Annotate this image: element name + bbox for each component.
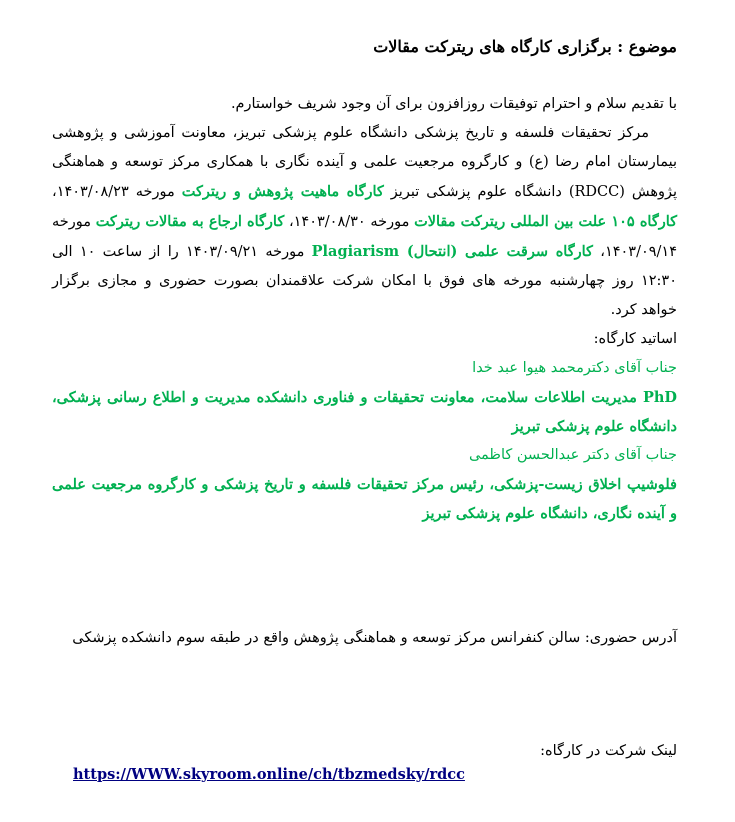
workshop-2-title: کارگاه ۱۰۵ علت بین المللی ریترکت مقالات — [414, 213, 678, 230]
workshop-2-date: مورخه ۱۴۰۳/۰۸/۳۰، — [288, 214, 410, 230]
workshop-3-date: مورخه ۱۴۰۳/۰۹/۱۴، — [52, 214, 678, 260]
workshop-1-date: مورخه ۱۴۰۳/۰۸/۲۳، — [52, 184, 175, 200]
subject-heading: موضوع : برگزاری کارگاه های ریترکت مقالات — [373, 37, 677, 56]
instructor-2-name: جناب آقای دکتر عبدالحسن کاظمی — [468, 447, 677, 463]
link-label: لینک شرکت در کارگاه: — [540, 743, 677, 759]
letter-body — [52, 90, 677, 528]
workshop-3-title: کارگاه ارجاع به مقالات ریترکت — [95, 213, 285, 230]
announcement-paragraph — [52, 119, 677, 325]
instructor-1-title: PhD مدیریت اطلاعات سلامت، معاونت تحقیقات و فناوری دانشکده مدیریت و اطلاع رسانی پزشکی، دانشگاه علوم پزشکی تبریز — [52, 389, 677, 435]
workshop-schedule: مورخه ۱۴۰۳/۰۹/۲۱ را از ساعت ۱۰ الی ۱۲:۳۰ روز چهارشنبه مورخه های فوق با امکان شرکت علاقمندان بصورت حضوری و مجازی برگزار خواهد کرد. — [52, 244, 677, 318]
greeting-line: با تقدیم سلام و احترام توفیقات روزافزون برای آن وجود شریف خواستارم. — [230, 96, 677, 112]
announcement-intro: مرکز تحقیقات فلسفه و تاریخ پزشکی دانشگاه علوم پزشکی تبریز، معاونت آموزشی و پژوهشی بیمارستان امام رضا (ع) و کارگروه مرجعیت علمی و آینده نگاری با همکاری مرکز توسعه و هماهنگی پژوهش (RDCC) دانشگاه علوم پزشکی تبریز — [52, 125, 678, 200]
workshop-4-title: کارگاه سرقت علمی (انتحال) Plagiarism — [311, 243, 593, 260]
link-container — [73, 762, 465, 787]
workshop-link[interactable]: https://WWW.skyroom.online/ch/tbzmedsky/rdcc — [73, 766, 465, 783]
instructor-1-name: جناب آقای دکترمحمد هیوا عبد خدا — [472, 360, 677, 376]
instructor-2-title: فلوشیپ اخلاق زیست-پزشکی، رئیس مرکز تحقیقات فلسفه و تاریخ پزشکی و کارگروه مرجعیت علمی و آینده نگاری، دانشگاه علوم پزشکی تبریز — [52, 476, 677, 522]
workshop-1-title: کارگاه ماهیت پژوهش و ریترکت — [181, 183, 384, 200]
instructors-label: اساتید کارگاه: — [593, 331, 677, 347]
address-paragraph: آدرس حضوری: سالن کنفرانس مرکز توسعه و هماهنگی پژوهش واقع در طبقه سوم دانشکده پزشکی — [72, 630, 677, 646]
